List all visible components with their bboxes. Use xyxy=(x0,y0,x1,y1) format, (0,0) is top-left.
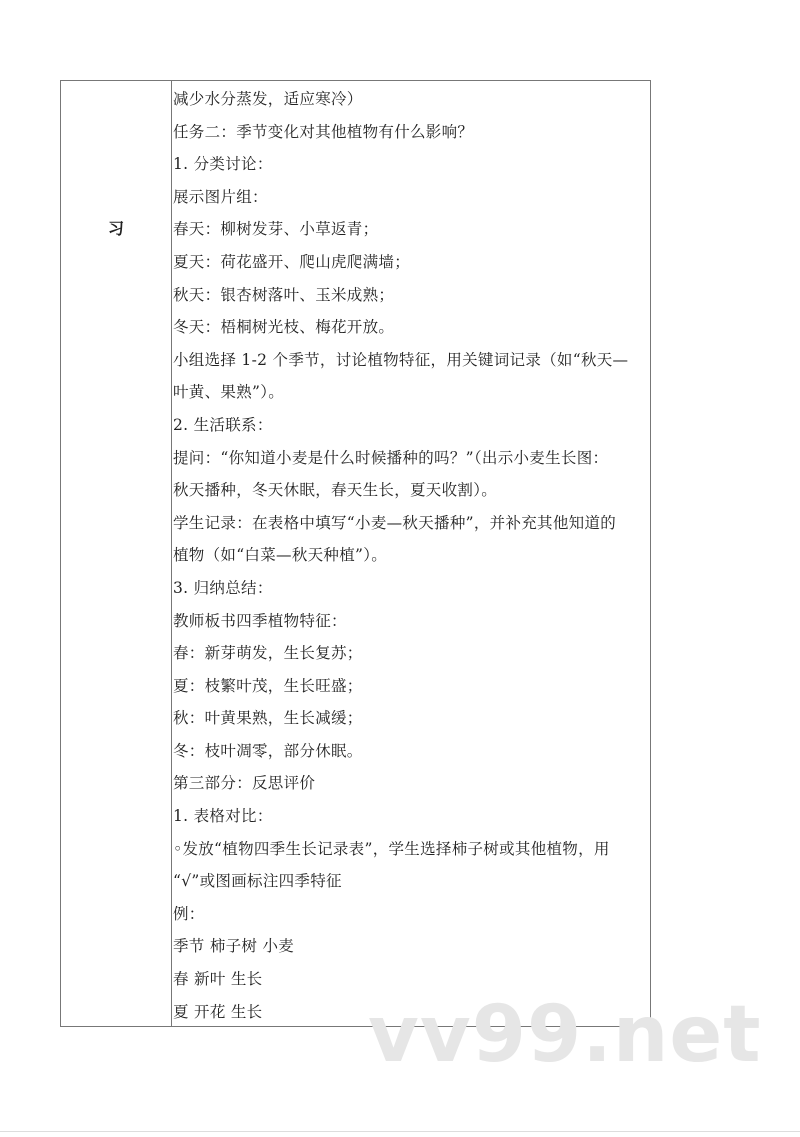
content-line: 春天：柳树发芽、小草返青； xyxy=(173,220,379,239)
content-line: 2. 生活联系： xyxy=(173,415,273,434)
lesson-table xyxy=(60,80,651,1027)
content-line: 3. 归纳总结： xyxy=(173,578,273,597)
content-line: 植物（如“白菜—秋天种植”）。 xyxy=(173,546,388,565)
content-line: 春 新叶 生长 xyxy=(173,970,263,989)
content-line: 1. 分类讨论： xyxy=(173,155,273,174)
content-line: 任务二：季节变化对其他植物有什么影响？ xyxy=(173,122,474,141)
content-line: 春：新芽萌发，生长复苏； xyxy=(173,644,363,663)
content-line: 展示图片组： xyxy=(173,187,268,206)
watermark: vv99.net xyxy=(368,990,762,1080)
content-line: 冬天：梧桐树光枝、梅花开放。 xyxy=(173,318,395,337)
content-line: ◦发放“植物四季生长记录表”，学生选择柿子树或其他植物，用 xyxy=(173,839,610,858)
content-line: 夏：枝繁叶茂，生长旺盛； xyxy=(173,676,363,695)
content-line: 1. 表格对比： xyxy=(173,807,273,826)
column-divider xyxy=(171,81,172,1026)
content-line: 夏天：荷花盛开、爬山虎爬满墙； xyxy=(173,252,411,271)
content-line: 第三部分：反思评价 xyxy=(173,774,316,793)
content-line: 小组选择 1-2 个季节，讨论植物特征，用关键词记录（如“秋天— xyxy=(173,350,629,369)
content-line: “√”或图画标注四季特征 xyxy=(173,872,342,891)
section-label: 习 xyxy=(107,219,124,238)
content-line: 学生记录：在表格中填写“小麦—秋天播种”，并补充其他知道的 xyxy=(173,513,617,532)
content-line: 例： xyxy=(173,904,205,923)
content-line: 减少水分蒸发，适应寒冷） xyxy=(173,90,363,108)
content-line: 冬：枝叶凋零，部分休眠。 xyxy=(173,741,363,760)
content-line: 提问：“你知道小麦是什么时候播种的吗？”（出示小麦生长图： xyxy=(173,448,609,467)
content-line: 教师板书四季植物特征： xyxy=(173,611,347,630)
content-line: 季节 柿子树 小麦 xyxy=(173,937,295,956)
content-line: 秋天播种，冬天休眠，春天生长，夏天收割）。 xyxy=(173,481,498,500)
content-line: 秋：叶黄果熟，生长减缓； xyxy=(173,709,363,728)
content-line: 夏 开花 生长 xyxy=(173,1002,263,1021)
content-line: 秋天：银杏树落叶、玉米成熟； xyxy=(173,285,395,304)
page-edge xyxy=(0,1131,800,1132)
content-line: 叶黄、果熟”）。 xyxy=(173,383,285,402)
lesson-content xyxy=(173,83,648,1028)
